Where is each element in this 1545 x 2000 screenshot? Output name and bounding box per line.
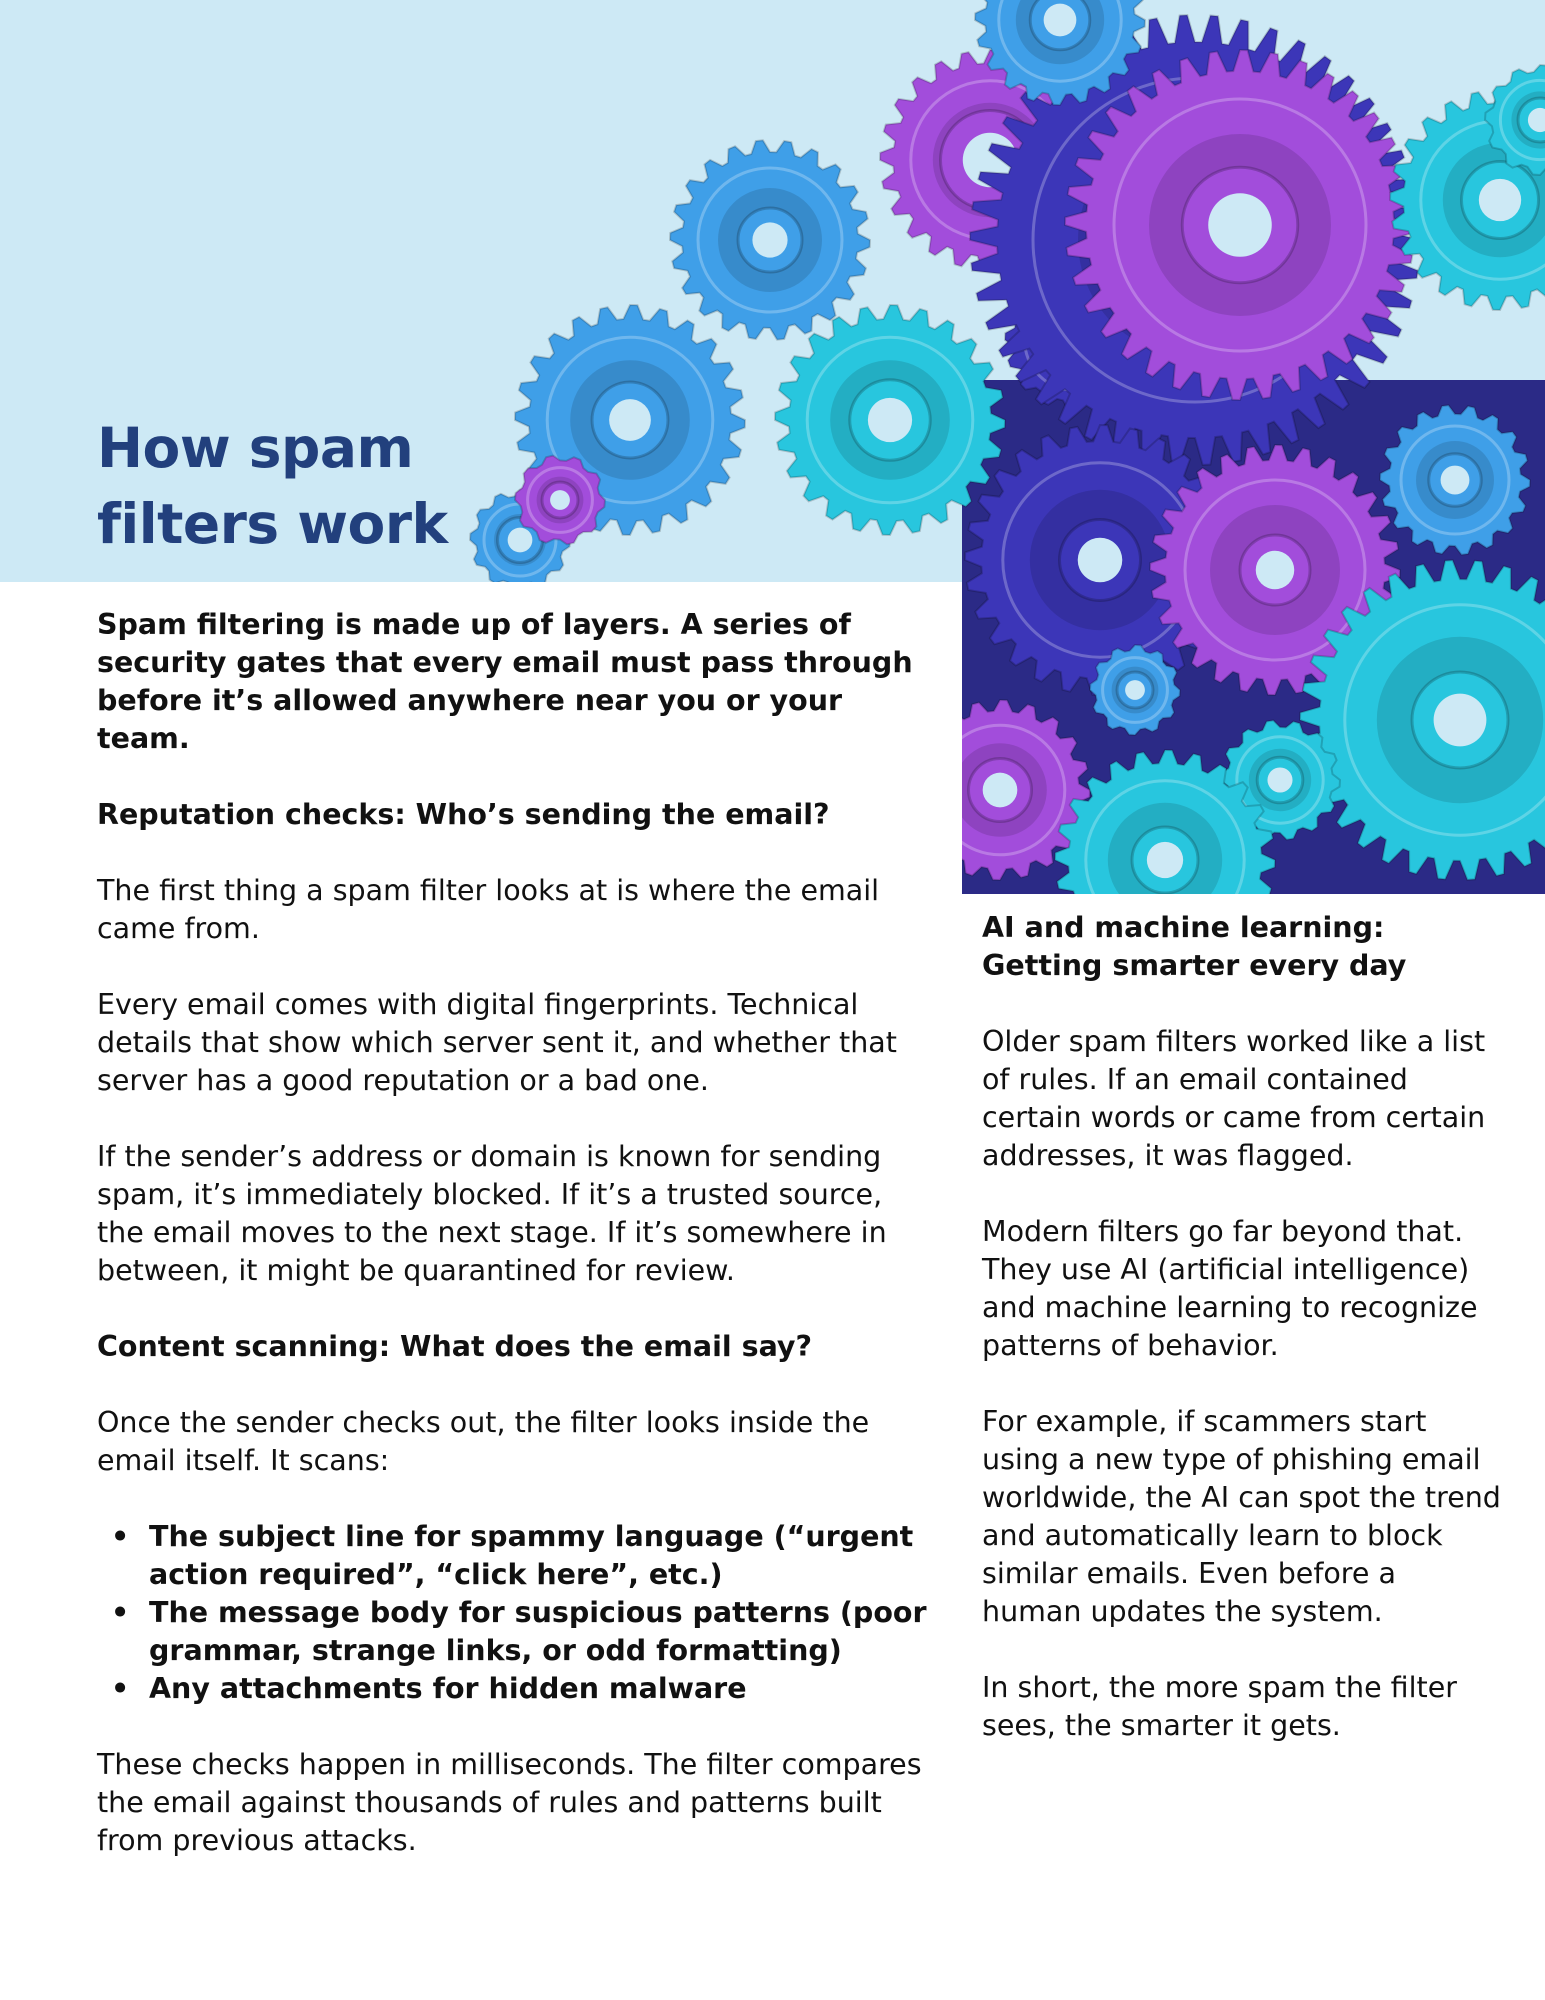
- reputation-heading: Reputation checks: Who’s sending the email?: [97, 798, 830, 831]
- list-item: • The message body for suspicious patterns (poor grammar, strange links, or odd formatting): [149, 1594, 937, 1670]
- ai-paragraph-2: Modern filters go far beyond that. They use AI (artificial intelligence) and machine learning to recognize patterns of behavior.: [982, 1215, 1478, 1362]
- list-item: • The subject line for spammy language (“urgent action required”, “click here”, etc.): [149, 1518, 937, 1594]
- left-column: [97, 606, 937, 1898]
- content-heading: Content scanning: What does the email say?: [97, 1330, 813, 1363]
- list-item: • Any attachments for hidden malware: [149, 1670, 937, 1708]
- intro-paragraph: Spam filtering is made up of layers. A series of security gates that every email must pass through before it’s allowed anywhere near you or your team.: [97, 608, 913, 755]
- page-title: [97, 410, 448, 562]
- right-column: [982, 909, 1502, 1783]
- content-paragraph-2: These checks happen in milliseconds. The filter compares the email against thousands of rules and patterns built from previous attacks.: [97, 1748, 922, 1857]
- scan-list: [97, 1518, 937, 1708]
- ai-paragraph-4: In short, the more spam the filter sees, the smarter it gets.: [982, 1671, 1457, 1742]
- reputation-paragraph-2: Every email comes with digital fingerprints. Technical details that show which server sent it, and whether that server has a good reputation or a bad one.: [97, 988, 897, 1097]
- reputation-paragraph-1: The first thing a spam filter looks at is where the email came from.: [97, 874, 880, 945]
- content-paragraph-1: Once the sender checks out, the filter looks inside the email itself. It scans:: [97, 1406, 870, 1477]
- title-line-2: filters work: [97, 492, 448, 556]
- ai-heading-line-2: Getting smarter every day: [982, 949, 1407, 982]
- title-line-1: How spam: [97, 416, 414, 480]
- ai-paragraph-3: For example, if scammers start using a new type of phishing email worldwide, the AI can spot the trend and automatically learn to block similar emails. Even before a human updates the system.: [982, 1405, 1501, 1628]
- reputation-paragraph-3: If the sender’s address or domain is known for sending spam, it’s immediately blocked. If it’s a trusted source, the email moves to the next stage. If it’s somewhere in between, it might be quarantined for review.: [97, 1140, 887, 1287]
- ai-heading-line-1: AI and machine learning:: [982, 911, 1385, 944]
- ai-heading: [982, 909, 1502, 985]
- ai-paragraph-1: Older spam filters worked like a list of rules. If an email contained certain words or came from certain addresses, it was flagged.: [982, 1025, 1486, 1172]
